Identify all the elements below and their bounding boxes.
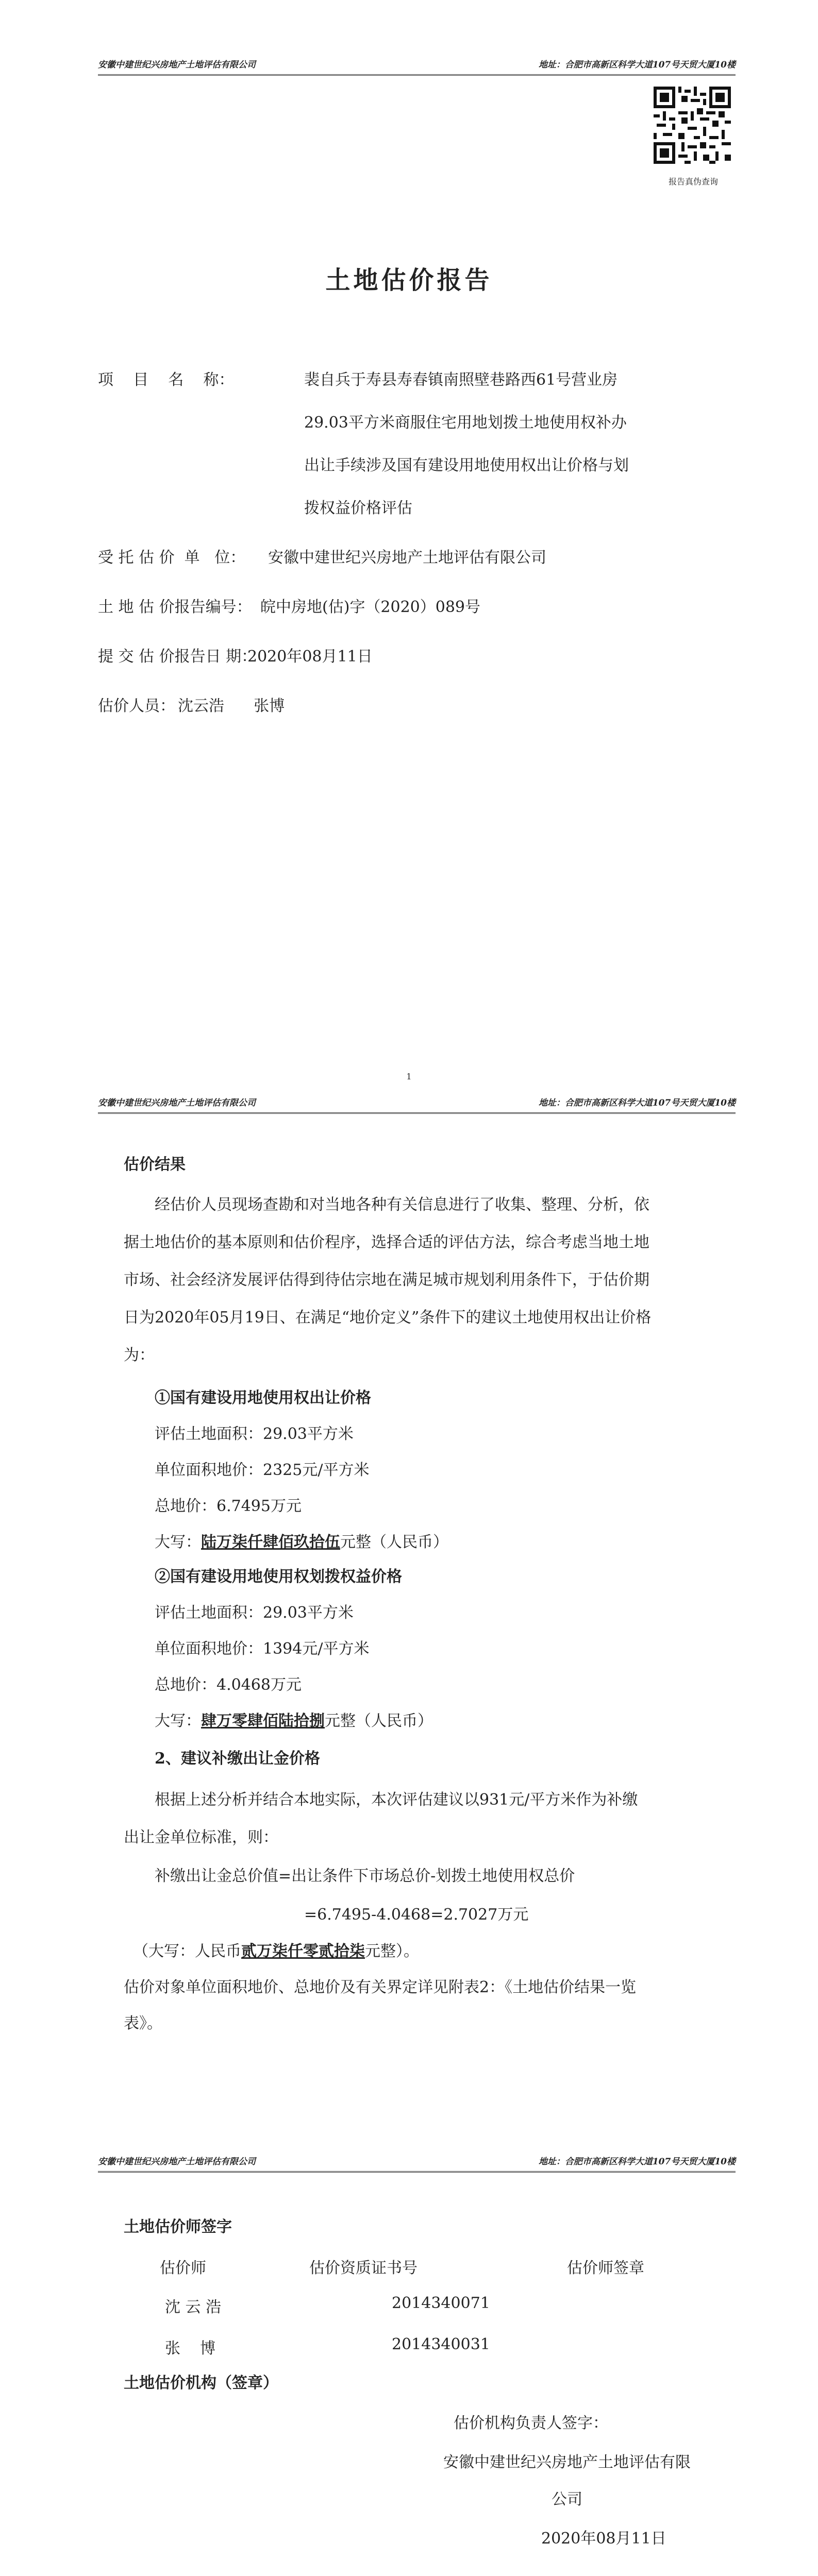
column-appraiser: 估价师: [160, 2259, 206, 2277]
land-area: 评估土地面积：29.03平方米: [155, 1604, 354, 1622]
column-seal: 估价师签章: [567, 2259, 644, 2277]
amount-in-words: 肆万零肆佰陆拾捌: [201, 1712, 325, 1730]
price-in-words: [155, 1529, 448, 1552]
client-label: 受 托 估 价 单 位：: [98, 549, 246, 567]
section-heading: 估价结果: [124, 1156, 186, 1174]
appraiser-name: 沈 云 浩: [165, 2298, 222, 2316]
caption-suffix: 元整（人民币）: [340, 1533, 448, 1551]
date-label: 提 交 估 价报告日 期：: [98, 648, 257, 666]
appraiser-label: 估价人员：: [98, 697, 175, 715]
body-line: 出让金单位标准，则：: [124, 1828, 278, 1846]
intro-line: 市场、社会经济发展评估得到待估宗地在满足城市规划利用条件下，于估价期: [124, 1271, 649, 1289]
page-header: [98, 1095, 736, 1114]
date-value: 2020年08月11日: [247, 648, 373, 666]
header-address: 地址：合肥市高新区科学大道107号天贸大厦10楼: [538, 1098, 736, 1108]
qr-caption: 报告真伪查询: [668, 177, 718, 187]
certificate-number: 2014340071: [392, 2294, 490, 2312]
caption-prefix: （大写：人民币: [133, 1942, 241, 1960]
caption-suffix: 元整（人民币）: [325, 1712, 433, 1730]
appraiser-names: 沈云浩 张博: [178, 697, 285, 715]
header-company: 安徽中建世纪兴房地产土地评估有限公司: [98, 2157, 256, 2167]
project-line: 出让手续涉及国有建设用地使用权出让价格与划: [304, 456, 629, 474]
organization-name: 安徽中建世纪兴房地产土地评估有限: [443, 2453, 691, 2471]
project-label: 项 目 名 称：: [98, 371, 235, 389]
header-company: 安徽中建世纪兴房地产土地评估有限公司: [98, 1098, 256, 1108]
intro-line: 为：: [124, 1346, 155, 1364]
price-in-words: [155, 1708, 433, 1731]
project-line: 29.03平方米商服住宅用地划拨土地使用权补办: [304, 414, 627, 432]
client-value: 安徽中建世纪兴房地产土地评估有限公司: [268, 549, 546, 567]
formula: 补缴出让金总价值=出让条件下市场总价-划拨土地使用权总价: [155, 1867, 575, 1885]
page-3-signatures: [0, 2102, 818, 2576]
body-line: 估价对象单位面积地价、总地价及有关界定详见附表2：《土地估价结果一览: [124, 1978, 637, 1996]
appraiser-name: 张 博: [165, 2340, 216, 2358]
organization-heading: 土地估价机构（签章）: [124, 2374, 278, 2392]
header-address: 地址：合肥市高新区科学大道107号天贸大厦10楼: [538, 60, 736, 70]
amount-in-words: 贰万柒仟零贰拾柒: [241, 1942, 365, 1960]
caption-suffix: 元整）。: [365, 1942, 419, 1960]
body-line: 根据上述分析并结合本地实际，本次评估建议以931元/平方米作为补缴: [155, 1791, 638, 1809]
body-line: 表》。: [124, 2014, 162, 2032]
signature-date: 2020年08月11日: [541, 2530, 666, 2548]
report-number-value: 皖中房地(估)字（2020）089号: [260, 598, 481, 616]
report-title: 土地估价报告: [325, 266, 493, 295]
project-line: 裴自兵于寿县寿春镇南照壁巷路西61号营业房: [304, 371, 618, 389]
unit-price: 单位面积地价：2325元/平方米: [155, 1461, 370, 1479]
subsection-title: ②国有建设用地使用权划拨权益价格: [155, 1568, 402, 1586]
organization-head-signature: 估价机构负责人签字：: [454, 2414, 608, 2432]
amount-in-words: 陆万柒仟肆佰玖拾伍: [201, 1533, 340, 1551]
project-line: 拨权益价格评估: [304, 499, 412, 517]
price-in-words: [133, 1938, 419, 1961]
organization-name: 公司: [552, 2490, 582, 2509]
certificate-number: 2014340031: [392, 2335, 490, 2353]
intro-line: 据土地估价的基本原则和估价程序，选择合适的评估方法，综合考虑当地土地: [124, 1233, 649, 1251]
appraiser-signature-heading: 土地估价师签字: [124, 2218, 232, 2236]
page-number: 1: [406, 1072, 412, 1081]
qr-code[interactable]: [654, 87, 731, 164]
page-header: [98, 2154, 736, 2173]
total-price: 总地价：6.7495万元: [155, 1497, 302, 1515]
page-1-cover: [0, 0, 818, 1079]
total-price: 总地价：4.0468万元: [155, 1676, 302, 1694]
page-header: [98, 57, 736, 76]
formula: =6.7495-4.0468=2.7027万元: [304, 1906, 529, 1924]
report-number-label: 土 地 估 价报告编号：: [98, 598, 252, 616]
caption-prefix: 大写：: [155, 1712, 201, 1730]
header-address: 地址：合肥市高新区科学大道107号天贸大厦10楼: [538, 2157, 736, 2167]
subsection-title: 2、建议补缴出让金价格: [155, 1750, 320, 1768]
page-2-results: [0, 1084, 818, 2164]
unit-price: 单位面积地价：1394元/平方米: [155, 1640, 370, 1658]
land-area: 评估土地面积：29.03平方米: [155, 1425, 354, 1443]
intro-line: 经估价人员现场查勘和对当地各种有关信息进行了收集、整理、分析，依: [155, 1196, 649, 1214]
column-certificate: 估价资质证书号: [309, 2259, 418, 2277]
subsection-title: ①国有建设用地使用权出让价格: [155, 1389, 371, 1407]
header-company: 安徽中建世纪兴房地产土地评估有限公司: [98, 60, 256, 70]
caption-prefix: 大写：: [155, 1533, 201, 1551]
intro-line: 日为2020年05月19日、在满足“地价定义”条件下的建议土地使用权出让价格: [124, 1309, 652, 1327]
